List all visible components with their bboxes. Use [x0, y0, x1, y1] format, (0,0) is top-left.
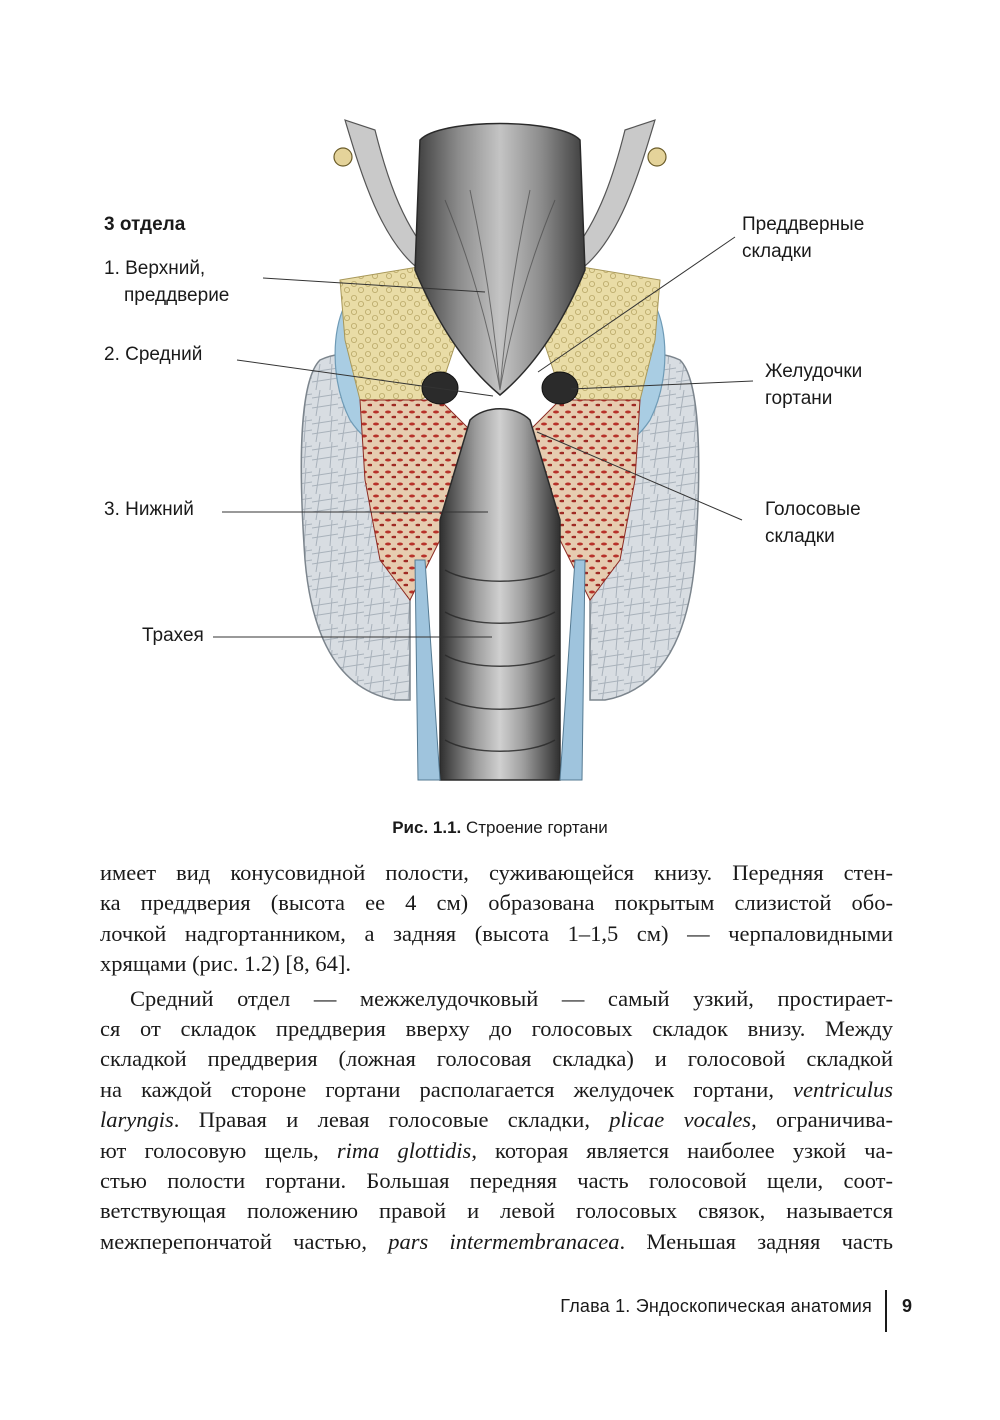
label-middle-section: 2. Средний: [104, 344, 203, 365]
footer-divider: [885, 1290, 887, 1332]
latin-term: rima glottidis: [336, 1137, 472, 1163]
paragraph-line: [100, 1227, 893, 1257]
paragraph-line: [100, 1075, 893, 1105]
text-run: межперепончатой частью,: [100, 1228, 389, 1254]
label-upper-section: 1. Верхний,: [104, 258, 206, 279]
page-number: 9: [902, 1296, 913, 1316]
label-trachea: Трахея: [142, 625, 204, 646]
label-vestibular-folds: Преддверные: [742, 214, 865, 235]
sections-heading: 3 отдела: [104, 214, 186, 235]
paragraph-line: стью полости гортани. Большая передняя часть голосовой щели, соот-: [100, 1168, 893, 1194]
label-vocal-folds-2: складки: [765, 526, 835, 547]
figure-caption: [0, 818, 1000, 838]
label-vestibular-folds-2: складки: [742, 241, 812, 262]
label-ventricles: Желудочки: [765, 361, 863, 382]
latin-term: ventriculus: [793, 1076, 893, 1102]
label-lower-section: 3. Нижний: [104, 499, 194, 520]
text-run: , которая является наиболее узкой ча-: [471, 1137, 893, 1163]
caption-text: Строение гортани: [465, 818, 608, 837]
latin-term: laryngis: [100, 1107, 174, 1133]
latin-term: plicae vocales: [609, 1107, 752, 1133]
paragraph-line: ка преддверия (высота ее 4 см) образована покрытым слизистой обо-: [100, 890, 893, 916]
text-run: . Правая и левая голосовые складки,: [173, 1107, 610, 1133]
paragraph-line: ся от складок преддверия вверху до голосовых складок внизу. Между: [100, 1016, 893, 1042]
body-text: [100, 858, 893, 1257]
chapter-title: Глава 1. Эндоскопическая анатомия: [560, 1296, 872, 1316]
text-run: ют голосовую щель,: [100, 1137, 337, 1163]
label-vocal-folds: Голосовые: [765, 499, 861, 520]
latin-term: pars intermembranacea: [388, 1228, 620, 1254]
page-footer: [0, 1290, 1000, 1336]
text-run: , ограничива-: [751, 1107, 893, 1133]
paragraph-line: Средний отдел — межжелудочковый — самый узкий, простирает-: [130, 985, 893, 1011]
paragraph-line: хрящами (рис. 1.2) [8, 64].: [100, 951, 351, 977]
label-ventricles-2: гортани: [765, 388, 833, 409]
text-run: на каждой стороне гортани располагается желудочек гортани,: [100, 1076, 794, 1102]
paragraph-line: имеет вид конусовидной полости, суживающейся книзу. Передняя стен-: [100, 860, 893, 885]
paragraph-line: [100, 1136, 893, 1166]
paragraph-line: [100, 1105, 893, 1135]
paragraph-line: лочкой надгортанником, а задняя (высота 1–1,5 см) — черпаловидными: [100, 920, 893, 946]
paragraph-line: складкой преддверия (ложная голосовая складка) и голосовой складкой: [100, 1046, 893, 1072]
label-upper-section-vestibule: преддверие: [124, 285, 230, 306]
text-run: . Меньшая задняя часть: [619, 1228, 893, 1254]
paragraph-line: ветствующая положению правой и левой голосовых связок, называется: [100, 1198, 893, 1224]
caption-number: Рис. 1.1.: [392, 818, 462, 837]
